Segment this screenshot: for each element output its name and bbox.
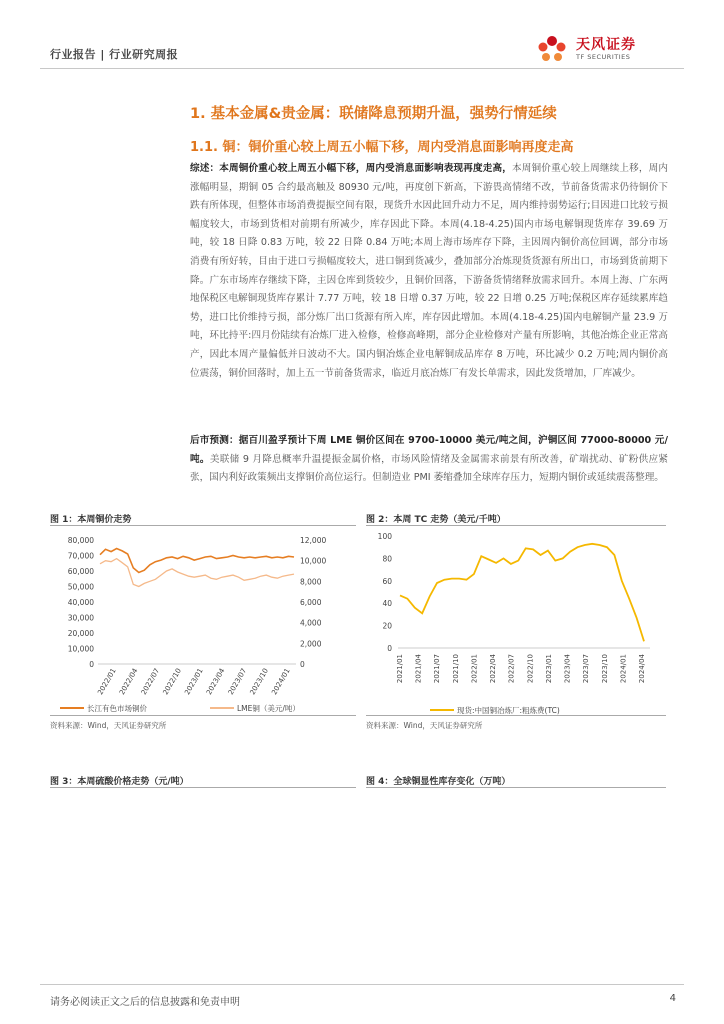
y-right-tick-label: 6,000: [300, 598, 322, 607]
copper-price-chart: [50, 526, 356, 726]
figure-1-source-rule: [50, 715, 356, 716]
y-right-tick-label: 4,000: [300, 618, 322, 628]
y-left-tick-label: 50,000: [67, 582, 94, 592]
y-left-tick-label: 30,000: [67, 613, 94, 623]
subsection-heading: 1.1. 铜：铜价重心较上周五小幅下移，周内受消息面影响再度走高: [190, 140, 574, 155]
x-tick-label: 2023/10: [600, 654, 609, 684]
figure-3-rule: [50, 787, 356, 788]
x-tick-label: 2023/04: [205, 667, 227, 697]
disclaimer-text: 请务必阅读正文之后的信息披露和免责申明: [50, 997, 240, 1008]
y-left-tick-label: 40,000: [67, 598, 94, 607]
y-right-tick-label: 2,000: [300, 639, 322, 649]
y-right-tick-label: 10,000: [300, 556, 327, 566]
company-logo: [534, 32, 684, 66]
y-tick-label: 20: [382, 621, 392, 631]
y-left-tick-label: 20,000: [67, 629, 94, 638]
x-tick-label: 2021/04: [414, 654, 423, 684]
x-tick-label: 2022/07: [139, 667, 162, 697]
summary-body: 本周铜价重心较上周继续上移，周内涨幅明显，期铜 05 合约最高触及 80930 元/吨，再度创下新高，下游畏高情绪不改，节前备货需求仍待铜价下跌有所体现，但整体市场消费提振空间有限，现货升水因此回升动力不足，周内维持弱势运行;目因进口比较亏损幅度较大，市场到货相对前期有所减少，库存因此下降。本周(4.18-4.25)国内市场电解铜现货库存 39.69 万吨，较 18 日降 0.83 万吨，较 22 日降 0.84 万吨;本周上海市场库存下降，主因周内铜价高位回调，部分市场消费有所好转，目由于进口亏损幅度较大，进口铜到货减少，叠加部分冶炼现货货源有所出口，市场到货前期下降。广东市场库存继续下降，主因仓库到货较少，且铜价回落，下游备货情绪释放需求回升。本周上海、广东两地保税区电解铜现货库存累计 7.77 万吨，较 18 日增 0.37 万吨，较 22 日增 0.25 万吨;保税区库存延续累库趋势，进口比价维持亏损，部分炼厂出口货源有所入库，库存因此增加。本周(4.18-4.25)国内电解铜产量 23.9 万吨，环比持平:四月份陆续有冶炼厂进入检修，检修高峰期，部分企业检修对产量有所影响，其他冶炼企业正常高产，因此本周产量偏低并日波动不大。国内铜冶炼企业电解铜成品库存 8 万吨，环比减少 0.2 万吨;周内铜价高位震荡，铜价回落时，加上五一节前备货需求，临近月底冶炼厂有发长单需求，因此发货增加，厂库减少。: [190, 163, 669, 379]
flower-logo-icon: [534, 32, 570, 66]
x-tick-label: 2022/01: [96, 667, 118, 697]
y-tick-label: 0: [387, 644, 392, 653]
figure-3-title: 图 3：本周硫酸价格走势（元/吨）: [50, 777, 189, 787]
x-tick-label: 2022/07: [507, 654, 516, 684]
page-footer: [40, 984, 684, 1008]
x-tick-label: 2023/07: [226, 667, 249, 697]
summary-lead: 综述：本周铜价重心较上周五小幅下移，周内受消息面影响表现再度走高，: [190, 163, 513, 174]
figure-1-title: 图 1：本周铜价走势: [50, 515, 132, 525]
y-left-tick-label: 0: [89, 660, 94, 669]
series-line-lme: [100, 559, 294, 587]
y-left-tick-label: 70,000: [67, 551, 94, 561]
y-tick-label: 40: [382, 599, 392, 609]
figure-4-title: 图 4：全球铜显性库存变化（万吨）: [366, 777, 511, 787]
forecast-paragraph: [190, 432, 668, 488]
page-header: [40, 28, 684, 69]
report-category: 行业报告 | 行业研究周报: [50, 48, 179, 61]
section-heading: 1. 基本金属&贵金属：联储降息预期升温，强势行情延续: [190, 106, 557, 122]
summary-paragraph: [190, 160, 668, 383]
tc-chart: [366, 526, 666, 726]
series-line-changjiang: [100, 549, 294, 573]
x-tick-label: 2023/10: [248, 667, 270, 697]
forecast-lead: 后市预测：据百川盈孚预计下周 LME 铜价区间在 9700-10000 美元/吨之间，沪铜区间 77000-80000 元/吨。: [190, 435, 668, 465]
y-right-tick-label: 8,000: [300, 577, 322, 587]
x-tick-label: 2021/10: [451, 654, 460, 684]
page-number: 4: [669, 993, 676, 1004]
x-tick-label: 2023/01: [183, 667, 205, 697]
x-tick-label: 2021/07: [433, 654, 442, 684]
figure-2: [366, 512, 666, 736]
x-tick-label: 2024/04: [638, 654, 646, 684]
figure-4-rule: [366, 787, 666, 788]
y-left-tick-label: 60,000: [67, 567, 94, 576]
y-tick-label: 60: [382, 576, 392, 586]
figure-2-source: 资料来源：Wind，天风证券研究所: [366, 721, 483, 730]
logo-en-text: TF SECURITIES: [576, 53, 631, 61]
legend-label-changjiang: 长江有色市场铜价: [87, 704, 147, 713]
y-left-tick-label: 80,000: [67, 536, 94, 545]
figure-3: [50, 774, 356, 794]
legend-label-tc: 现货:中国铜冶炼厂:粗炼费(TC): [457, 706, 560, 715]
x-tick-label: 2022/10: [161, 667, 183, 697]
figure-1-source: 资料来源：Wind，天风证券研究所: [50, 721, 167, 730]
x-tick-label: 2024/01: [270, 667, 292, 697]
x-tick-label: 2022/10: [526, 654, 535, 684]
legend-label-lme: LME铜（美元/吨）: [237, 704, 300, 713]
figure-2-title: 图 2：本周 TC 走势（美元/千吨）: [366, 515, 506, 525]
y-right-tick-label: 0: [300, 660, 305, 669]
x-tick-label: 2021/01: [396, 654, 404, 684]
x-tick-label: 2022/01: [470, 654, 479, 684]
x-tick-label: 2023/07: [582, 654, 591, 684]
figure-4: [366, 774, 666, 794]
series-line-tc: [400, 544, 644, 642]
x-tick-label: 2022/04: [118, 667, 140, 697]
x-tick-label: 2023/04: [563, 654, 572, 684]
figure-1: [50, 512, 356, 736]
forecast-body: 美联储 9 月降息概率升温提振金属价格，市场风险情绪及金属需求前景有所改善，矿端扰动、矿粉供应紧张，国内利好政策频出支撑铜价高位运行。但制造业 PMI 萎缩叠加全球库存压力，短期内铜价或延续震荡整理。: [190, 453, 669, 484]
y-tick-label: 100: [377, 532, 392, 541]
x-tick-label: 2024/01: [619, 654, 628, 684]
logo-cn-text: 天风证券: [576, 37, 636, 53]
y-tick-label: 80: [382, 554, 392, 564]
x-tick-label: 2023/01: [544, 654, 553, 684]
x-tick-label: 2022/04: [489, 654, 498, 684]
y-right-tick-label: 12,000: [300, 536, 327, 545]
y-left-tick-label: 10,000: [67, 644, 94, 654]
figure-2-source-rule: [366, 715, 666, 716]
